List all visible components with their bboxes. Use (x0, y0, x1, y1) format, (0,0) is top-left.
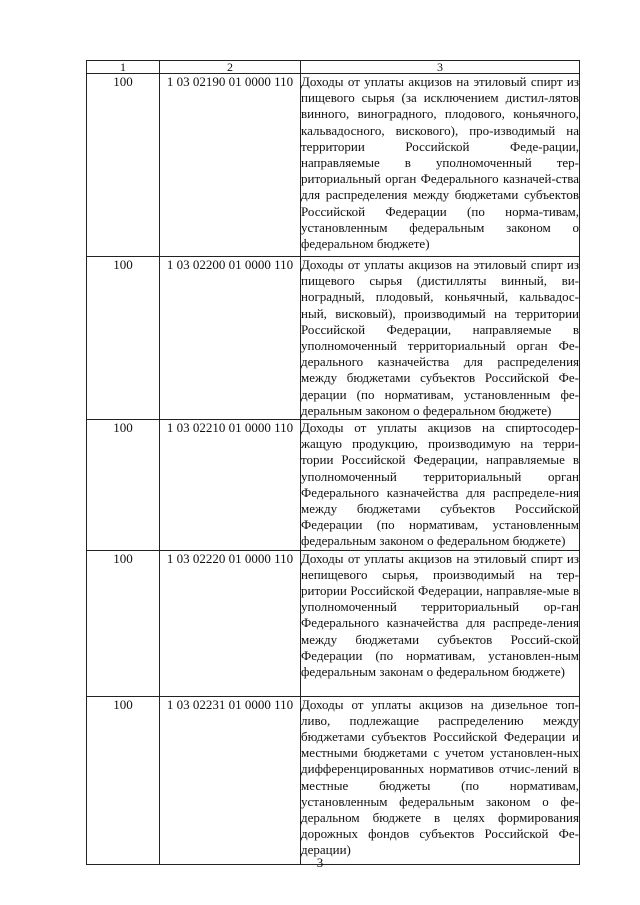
table-row (87, 74, 580, 257)
administrator-code-cell: 100 (87, 74, 160, 257)
revenue-codes-table (86, 60, 580, 865)
budget-classification-code-cell: 1 03 02190 01 0000 110 (160, 74, 301, 257)
budget-classification-code-cell: 1 03 02220 01 0000 110 (160, 550, 301, 696)
administrator-code-cell: 100 (87, 257, 160, 420)
column-header-3: 3 (301, 61, 580, 74)
column-header-1: 1 (87, 61, 160, 74)
table-row (87, 696, 580, 864)
table-header-row (87, 61, 580, 74)
revenue-description-cell: Доходы от уплаты акцизов на этиловый спирт из пищевого сырья (дистилляты винный, ви-ноградный, плодовый, коньячный, кальвадос-ный, висковый), производимый на территории Российской Федерации, направляемые в уполномоченный территориальный орган Фе-дерального казначейства для распределения между бюджетами субъектов Российской Фе-дерации (по нормативам, установленным фе-деральным законом о федеральном бюджете) (301, 257, 579, 418)
page-number: 3 (316, 855, 324, 870)
revenue-description-cell: Доходы от уплаты акцизов на спиртосодер-жащую продукцию, производимую на терри-тории Российской Федерации, направляемые в уполномоченный территориальный орган Федерального казначейства для распределе-ния между бюджетами субъектов Российской Федерации (по нормативам, установленным федеральным законом о федеральном бюджете) (301, 420, 579, 549)
table-row (87, 420, 580, 551)
column-header-2: 2 (160, 61, 301, 74)
revenue-description-cell: Доходы от уплаты акцизов на этиловый спирт из непищевого сырья, производимый на тер-ритории Российской Федерации, направляе-мые в уполномоченный территориальный ор-ган Федерального казначейства для распреде-ления между бюджетами субъектов Россий-ской Федерации (по нормативам, установлен-ным федеральным законам о федеральном бюджете) (301, 550, 580, 696)
revenue-description-cell: Доходы от уплаты акцизов на этиловый спирт из пищевого сырья (за исключением дистил-лятов винного, виноградного, плодового, коньячного, кальвадосного, вискового), про-изводимый на территории Российской Феде-рации, направляемые в уполномоченный тер-риториальный орган Федерального казначей-ства для распределения между бюджетами субъектов Российской Федерации (по норма-тивам, установленным федеральным законом о федеральном бюджете) (301, 74, 580, 257)
administrator-code-cell: 100 (87, 696, 160, 864)
table-row (87, 257, 580, 420)
budget-classification-code-cell: 1 03 02231 01 0000 110 (160, 696, 301, 864)
budget-classification-code-cell: 1 03 02200 01 0000 110 (160, 257, 301, 420)
revenue-description-cell: Доходы от уплаты акцизов на дизельное топ-ливо, подлежащие распределению между бюджетами субъектов Российской Федерации и местными бюджетами с учетом установлен-ных дифференцированных нормативов отчис-лений в местные бюджеты (по нормативам, установленным федеральным законом о фе-деральном бюджете в целях формирования дорожных фондов субъектов Российской Фе-дерации) (301, 696, 580, 864)
table-row (87, 550, 580, 696)
administrator-code-cell: 100 (87, 420, 160, 551)
administrator-code-cell: 100 (87, 550, 160, 696)
budget-classification-code-cell: 1 03 02210 01 0000 110 (160, 420, 301, 551)
